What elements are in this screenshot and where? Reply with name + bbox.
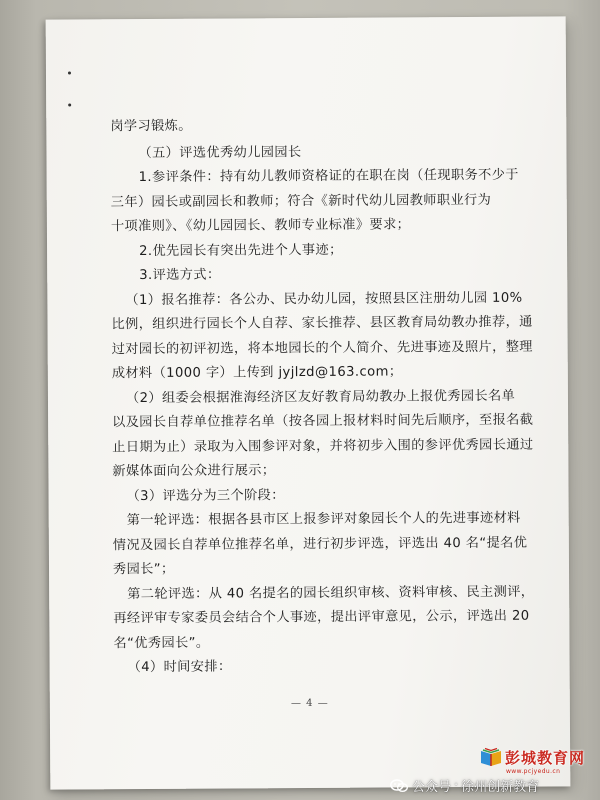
body-line: 三年）园长或副园长和教师；符合《新时代幼儿园教师职业行为 — [110, 192, 492, 210]
body-line: 秀园长”； — [112, 561, 175, 578]
watermark-logo — [480, 745, 590, 769]
wechat-account-name: 徐州创新教育 — [461, 780, 540, 795]
body-line: 岗学习锻炼。 — [110, 118, 192, 135]
body-line: （3）评选分为三个阶段： — [126, 487, 285, 504]
body-line: 名“优秀园长”。 — [113, 635, 210, 651]
wechat-icon — [390, 779, 408, 793]
body-line: 成材料（1000 字）上传到 jyjlzd@163.com； — [111, 364, 403, 382]
document-page — [46, 16, 571, 789]
body-line: 十项准则》、《幼儿园园长、教师专业标准》要求； — [110, 217, 411, 235]
body-line: 3.评选方式： — [139, 267, 221, 284]
body-line: 比例，组织进行园长个人自荐、家长推荐、县区教育局幼教办推荐，通 — [111, 314, 533, 333]
wechat-separator: · — [454, 778, 459, 793]
body-line: 第二轮评选：从 40 名提名的园长组织审核、资料审核、民主测评， — [127, 584, 535, 602]
body-line: 新媒体面向公众进行展示； — [112, 463, 276, 480]
page-number: — 4 — — [290, 697, 329, 710]
body-line: 第一轮评选：根据各县市区上报参评对象园长个人的先进事迹材料 — [126, 510, 521, 529]
paper-speck — [68, 103, 71, 106]
body-line: 止日期为止）录取为入围参评对象，并将初步入围的参评优秀园长通过 — [112, 437, 534, 455]
body-line: （2）组委会根据淮海经济区友好教育局幼教办上报优秀园长名单 — [125, 388, 516, 406]
body-line: 2.优先园长有突出先进个人事迹； — [139, 242, 343, 259]
wechat-prefix: 公众号 — [412, 780, 452, 795]
watermark-url: www.pcjyedu.cn — [506, 768, 561, 775]
body-line: 再经评审专家委员会结合个人事迹，提出评审意见，公示，评选出 20 — [113, 608, 530, 627]
body-line: 情况及园长自荐单位推荐名单，进行初步评选，评选出 40 名“提名优 — [112, 535, 528, 553]
wechat-watermark — [390, 776, 539, 795]
section-heading: （五）评选优秀幼儿园园长 — [138, 144, 302, 161]
watermark-brand: 彭城教育网 — [505, 748, 586, 767]
body-line: （4）时间安排： — [127, 659, 232, 676]
paper-speck — [68, 71, 71, 74]
body-line: 过对园长的初评初选，将本地园长的个人简介、先进事迹及照片，整理 — [111, 339, 533, 357]
body-line: （1）报名推荐：各公办、民办幼儿园，按照县区注册幼儿园 10% — [125, 290, 523, 308]
document-body — [110, 113, 533, 681]
body-line: 1.参评条件：持有幼儿教师资格证的在职在岗（任现职务不少于 — [138, 167, 519, 186]
body-line: 以及园长自荐单位推荐名单（按各园上报材料时间先后顺序，至报名截 — [112, 412, 534, 431]
book-icon — [480, 747, 502, 767]
